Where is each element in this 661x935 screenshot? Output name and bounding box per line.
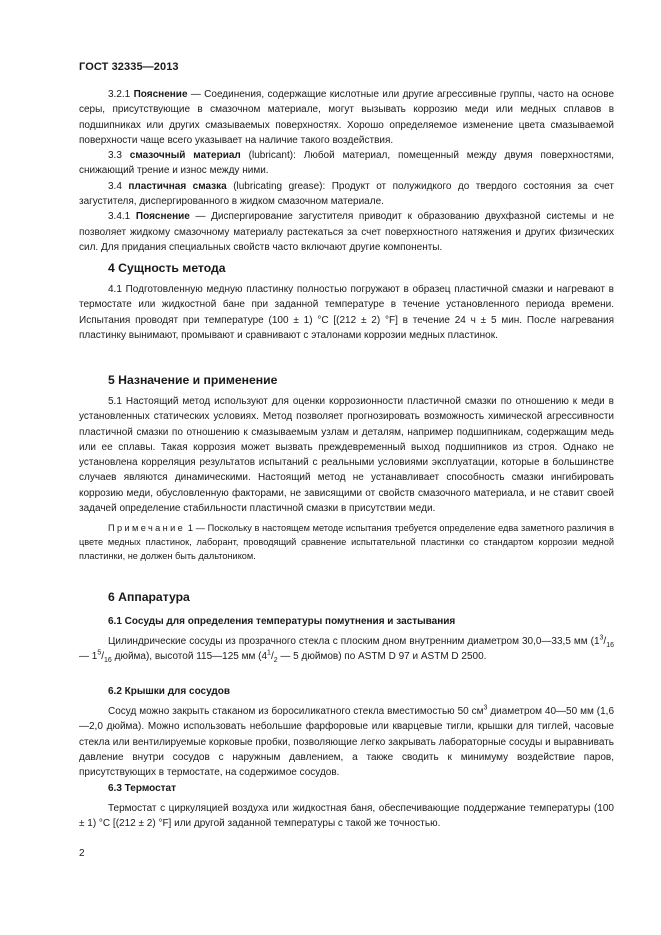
subsection-6-2-title: 6.2 Крышки для сосудов bbox=[108, 686, 231, 697]
subsection-6-1-body: Цилиндрические сосуды из прозрачного стекла с плоским дном внутренним диаметром 30,0—33,5 мм ($1^3/_{16}$ — $1^5/_{16}$ дюйма), высотой 115—125 мм ($4^1/_2$ — 5 дюймов) по ASTM D 97 и ASTM D 2500. bbox=[79, 634, 614, 665]
definitions-block bbox=[79, 87, 614, 255]
subsection-6-3-body: Термостат с циркуляцией воздуха или жидкостная баня, обеспечивающие поддержание температуры (100 ± 1) °С [(212 ± 2) °F] или другой заданной температуры с такой же точностью. bbox=[79, 803, 614, 830]
para-3-4-1: 3.4.1 Пояснение — Диспергирование загустителя приводит к образованию двухфазной системы и не позволяет жидкому смазочному материалу растекаться за счет поверхностного натяжения и других физических сил. Для придания специальных свойств часто включают другие компоненты. bbox=[79, 211, 615, 253]
note-1 bbox=[79, 521, 614, 564]
para-5-1: 5.1 Настоящий метод используют для оценки коррозионности пластичной смазки по отношению к меди в установленных статических условиях. Метод позволяет прогнозировать возможность химической агрессивности пластичной смазки по отношению к смазываемым узлам и деталям, например подшипникам, содержащим медь или ее сплавы. Такая коррозия может вызвать преждевременный выход подшипников из строя. Однако не установлена корреляция результатов испытаний с реальными условиями эксплуатации, которые в большинстве случаев являются динамическими. Настоящий метод не устанавливает способность смазки ингибировать коррозию меди, обусловленную факторами, не зависящими от свойств смазочного материала, и не ставит своей задачей определение стабильности пластичной смазки в присутствии меди. bbox=[79, 396, 614, 515]
para-3-2-1: 3.2.1 Пояснение — Соединения, содержащие кислотные или другие агрессивные группы, часто на основе серы, присутствующие в смазочном материале, могут вызывать коррозию меди или медных сплавов в подшипниках или других смазываемых поверхностях. Хорошо определяемое изменение цвета смазываемой поверхности чаще всего указывает на наличие такого воздействия. bbox=[79, 89, 615, 146]
note-text: 1 — Поскольку в настоящем методе испытания требуется определение едва заметного различия в цвете медных пластинок, лаборант, проводящий сравнение испытательной пластинки со стандартом коррозии медной пластинки, не должен быть дальтоником. bbox=[79, 523, 614, 562]
subsection-6-1-title: 6.1 Сосуды для определения температуры помутнения и застывания bbox=[108, 616, 456, 627]
section-6-title: 6 Аппаратура bbox=[108, 590, 190, 604]
section-4-body bbox=[79, 282, 614, 343]
note-label: Примечание bbox=[108, 523, 186, 533]
para-4-1: 4.1 Подготовленную медную пластинку полностью погружают в образец пластичной смазки и нагревают в термостате или жидкостной бане при заданной температуре в течение установленного периода времени. Испытания проводят при температуре (100 ± 1) °С [(212 ± 2) °F] в течение 24 ч ± 5 мин. После нагревания пластинку вынимают, промывают и сравнивают с эталонами коррозии медных пластинок. bbox=[79, 284, 614, 341]
section-4-title: 4 Сущность метода bbox=[108, 261, 226, 275]
page-number: 2 bbox=[79, 848, 85, 859]
section-5-title: 5 Назначение и применение bbox=[108, 373, 278, 387]
subsection-6-2-body: Сосуд можно закрыть стаканом из боросиликатного стекла вместимостью 50 $см^3$ диаметром 40—50 мм (1,6—2,0 дюйма). Можно использовать небольшие фарфоровые или кварцевые тигли, крышки для тиглей, часовые стекла или вентилируемые корковые пробки, позволяющие легко закрывать лабораторные сосуды и выравнивать давление внутри сосудов с наружным давлением, а также сводить к минимуму воздействие паров, присутствующих в термостате, на содержимое сосудов. bbox=[79, 704, 614, 779]
section-5-body bbox=[79, 394, 614, 516]
para-3-3: 3.3 смазочный материал (lubricant): Любой материал, помещенный между двумя поверхностями, снижающий трение и износ между ними. bbox=[79, 150, 615, 177]
subsection-6-3-title: 6.3 Термостат bbox=[108, 783, 176, 794]
standard-header: ГОСТ 32335—2013 bbox=[79, 61, 179, 73]
para-3-4: 3.4 пластичная смазка (lubricating grease): Продукт от полужидкого до твердого состояния за счет загустителя, диспергированного в жидком смазочном материале. bbox=[79, 180, 614, 208]
